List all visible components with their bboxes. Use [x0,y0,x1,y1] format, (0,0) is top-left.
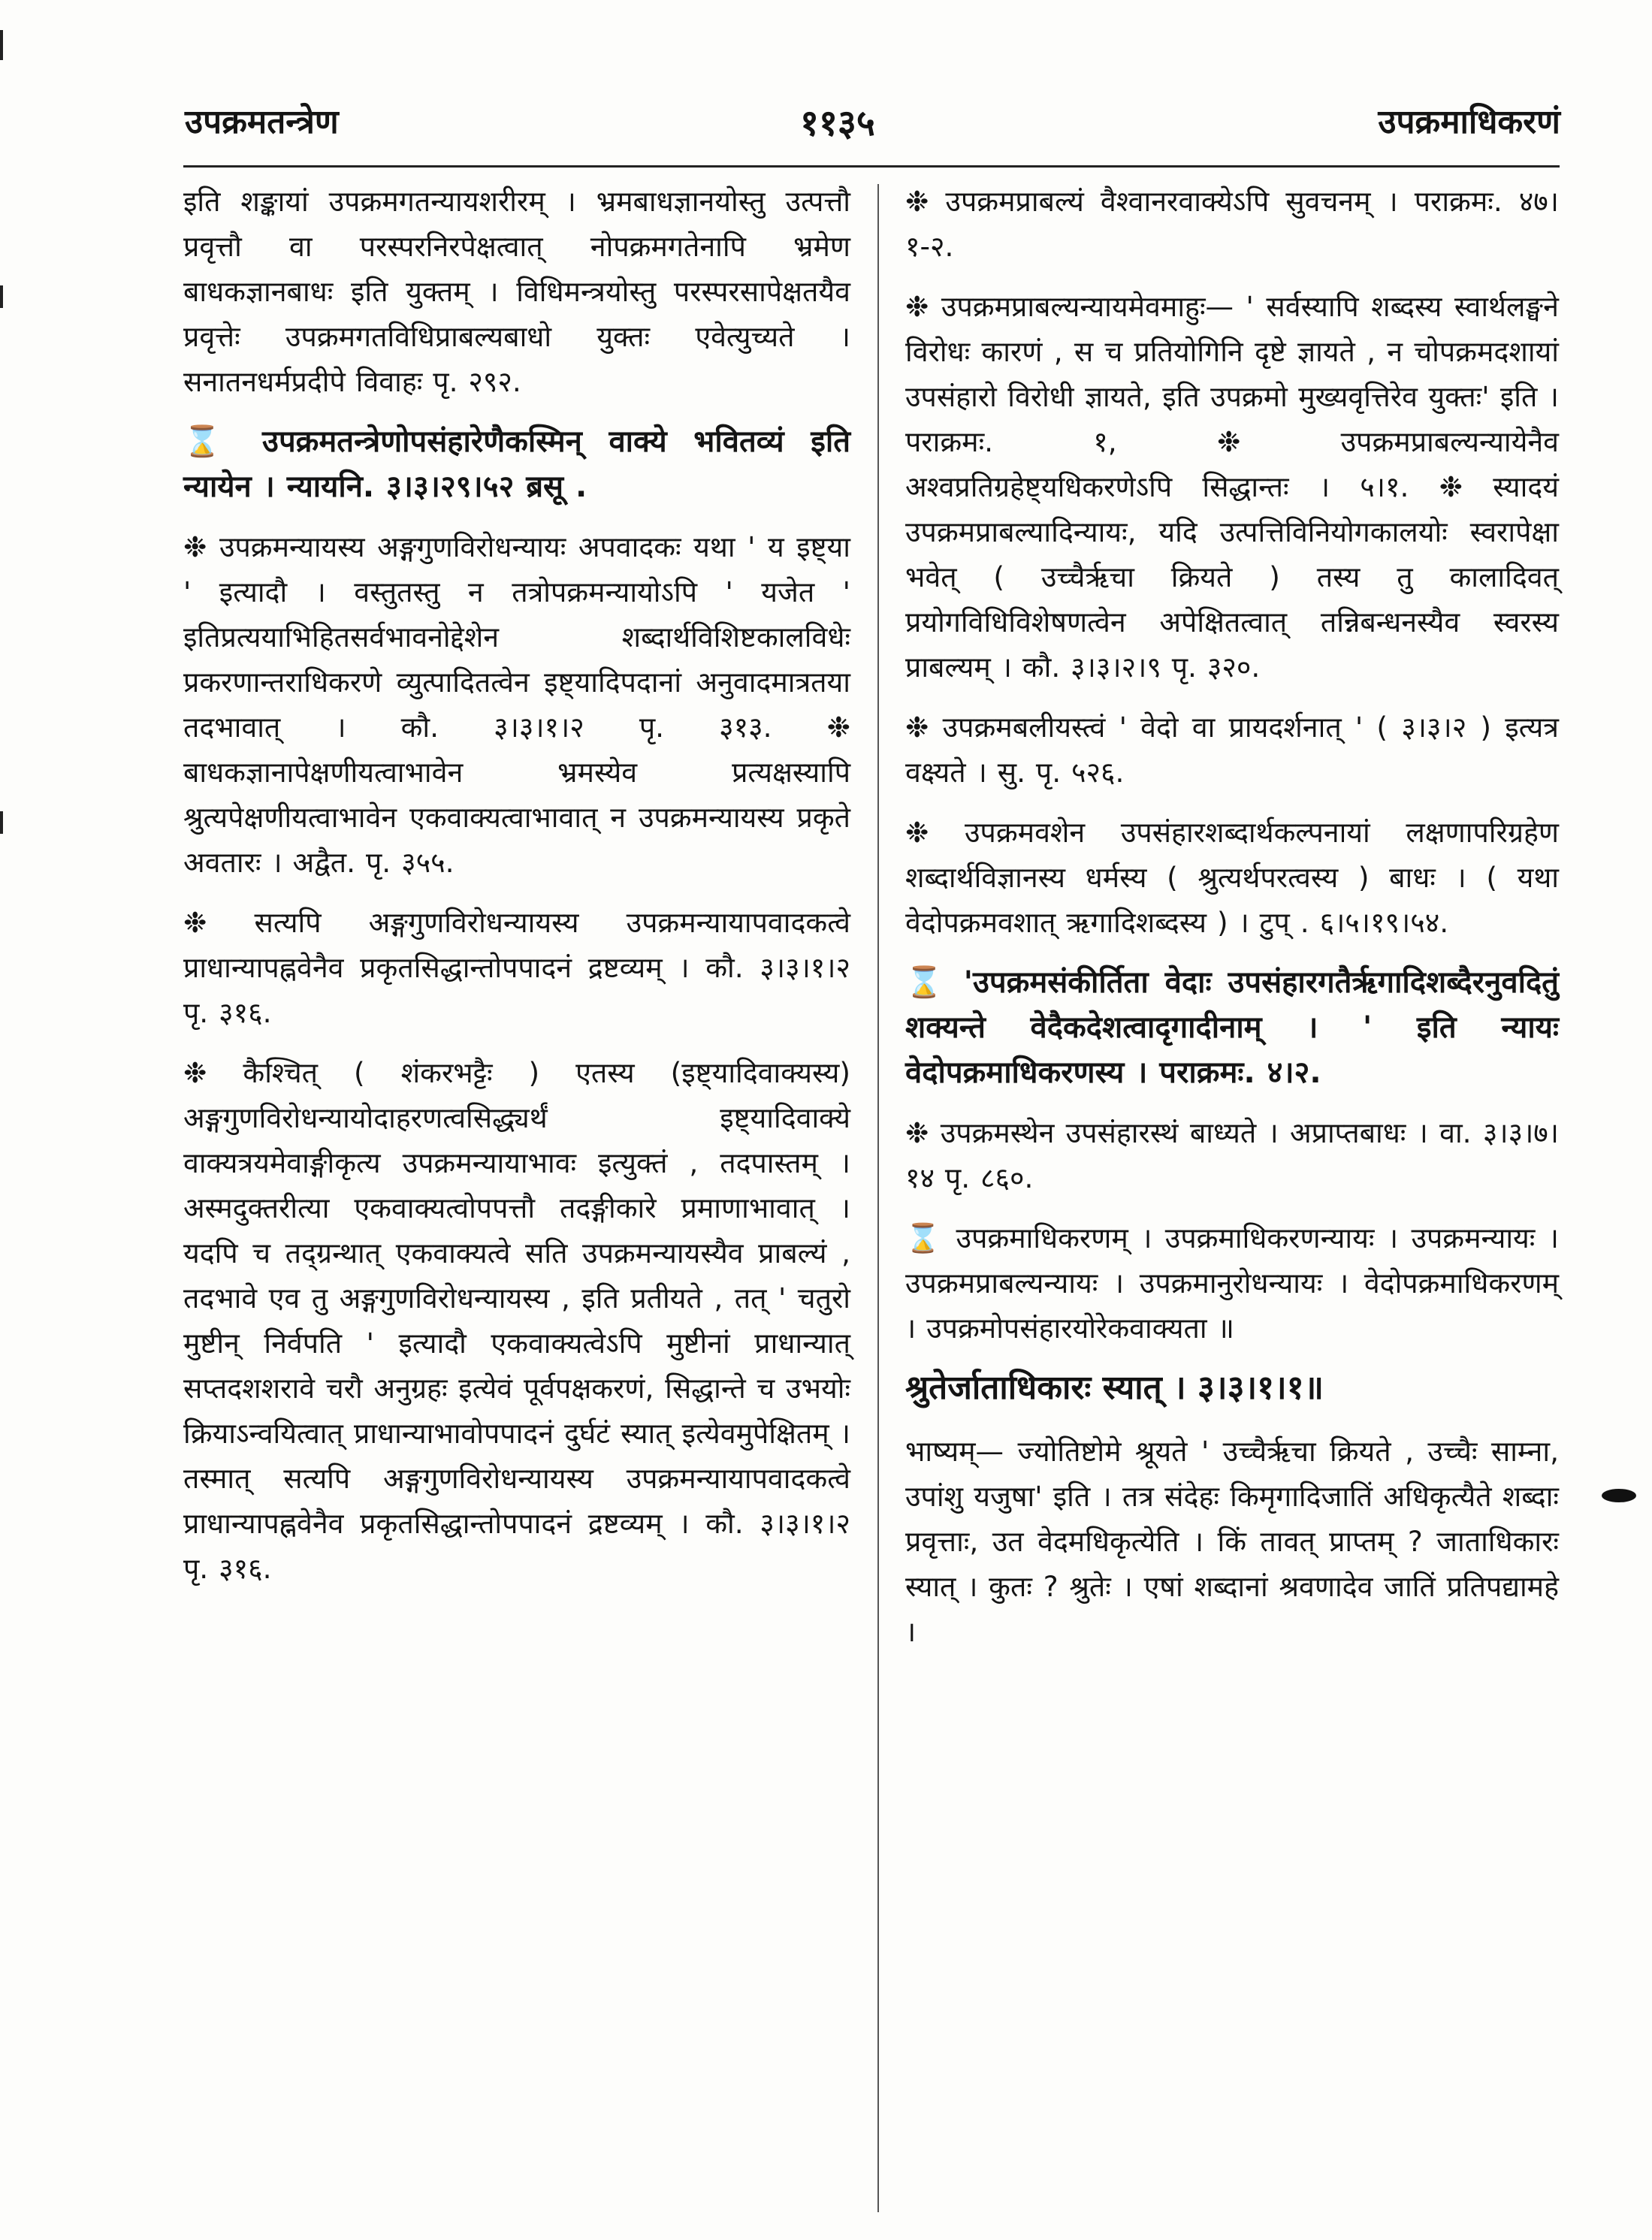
right-paragraph-4: ❉ उपक्रमवशेन उपसंहारशब्दार्थकल्पनायां लक्षणापरिग्रहेण शब्दार्थविज्ञानस्य धर्मस्य ( श्रुत्यर्थपरत्वस्य ) बाधः । ( यथा वेदोपक्रमवशात् ऋगादिशब्दस्य ) । टुप् . ६।५।१९।५४. [905,816,1559,939]
right-paragraph-2: ❉ उपक्रमप्राबल्यन्यायमेवमाहुः— ' सर्वस्यापि शब्दस्य स्वार्थलङ्घने विरोधः कारणं , स च प्रतियोगिनि दृष्टे ज्ञायते , न चोपक्रमदशायां उपसंहारो विरोधी ज्ञायते, इति उपक्रमो मुख्यवृत्तिरेव युक्तः' इति । पराक्रमः. १, ❉ उपक्रमप्राबल्यन्यायेनैव अश्वप्रतिग्रहेष्ट्यधिकरणेऽपि सिद्धान्तः । ५।१. ❉ स्यादयं उपक्रमप्राबल्यादिन्यायः, यदि उत्पत्तिविनियोगकालयोः स्वरापेक्षा भवेत् ( उच्चैर्ऋचा क्रियते ) तस्य तु कालादिवत् प्रयोगविधिविशेषणत्वेन अपेक्षितत्वात् तन्निबन्धनस्यैव स्वरस्य प्राबल्यम् । कौ. ३।३।२।९ पृ. ३२०. [905,290,1559,684]
right-paragraph-5: ⌛ 'उपक्रमसंकीर्तिता वेदाः उपसंहारगतैर्ऋगादिशब्दैरनुवदितुं शक्यन्ते वेदैकदेशत्वादृगादीनाम् । ' इति न्यायः वेदोपक्रमाधिकरणस्य । पराक्रमः. ४।२. [905,965,1559,1090]
right-column [905,179,1559,1669]
scan-edge-mark-top [0,30,3,60]
left-column [183,179,850,1606]
left-paragraph-2: ⌛ उपक्रमतन्त्रेणोपसंहारेणैकस्मिन् वाक्ये भवितव्यं इति न्यायेन । न्यायनि. ३।३।२९।५२ ब्रसू . [183,424,850,504]
left-paragraph-5: ❉ कैश्चित् ( शंकरभट्टैः ) एतस्य (इष्ट्यादिवाक्यस्य) अङ्गगुणविरोधन्यायोदाहरणत्वसिद्ध्यर्थं इष्ट्यादिवाक्ये वाक्यत्रयमेवाङ्गीकृत्य उपक्रमन्यायाभावः इत्युक्तं , तदपास्तम् । अस्मदुक्तरीत्या एकवाक्यत्वोपपत्तौ तदङ्गीकारे प्रमाणाभावात् । यदपि च तद्ग्रन्थात् एकवाक्यत्वे सति उपक्रमन्यायस्यैव प्राबल्यं , तदभावे एव तु अङ्गगुणविरोधन्यायस्य , इति प्रतीयते , तत् ' चतुरो मुष्टीन् निर्वपति ' इत्यादौ एकवाक्यत्वेऽपि मुष्टीनां प्राधान्यात् सप्तदशशरावे चरौ अनुग्रहः इत्येवं पूर्वपक्षकरणं, सिद्धान्ते च उभयोः क्रियाऽन्वयित्वात् प्राधान्याभावोपपादनं दुर्घटं स्यात् इत्येवमुपेक्षितम् । तस्मात् सत्यपि अङ्गगुणविरोधन्यायस्य उपक्रमन्यायापवादकत्वे प्राधान्यापह्नवेनैव प्रकृतसिद्धान्तोपपादनं द्रष्टव्यम् । कौ. ३।३।१।२ पृ. ३१६. [183,1056,850,1585]
running-header-left: उपक्रमतन्त्रेण [185,103,339,141]
left-paragraph-1: इति शङ्कायां उपक्रमगतन्यायशरीरम् । भ्रमबाधज्ञानयोस्तु उत्पत्तौ प्रवृत्तौ वा परस्परनिरपेक्षत्वात् नोपक्रमगतेनापि भ्रमेण बाधकज्ञानबाधः इति युक्तम् । विधिमन्त्रयोस्तु परस्परसापेक्षतयैव प्रवृत्तेः उपक्रमगतविधिप्राबल्यबाधो युक्तः एवेत्युच्यते । सनातनधर्मप्रदीपे विवाहः पृ. २९२. [183,185,850,398]
left-paragraph-4: ❉ सत्यपि अङ्गगुणविरोधन्यायस्य उपक्रमन्यायापवादकत्वे प्राधान्यापह्नवेनैव प्रकृतसिद्धान्तोपपादनं द्रष्टव्यम् । कौ. ३।३।१।२ पृ. ३१६. [183,906,850,1029]
right-paragraph-8: भाष्यम्— ज्योतिष्टोमे श्रूयते ' उच्चैर्ऋचा क्रियते , उच्चैः साम्ना, उपांशु यजुषा' इति । तत्र संदेहः किमृगादिजातिं अधिकृत्यैते शब्दाः प्रवृत्ताः, उत वेदमधिकृत्येति । किं तावत् प्राप्तम् ? जाताधिकारः स्यात् । कुतः ? श्रुतेः । एषां शब्दानां श्रवणादेव जातिं प्रतिपद्यामहे । [905,1435,1559,1648]
right-paragraph-6: ❉ उपक्रमस्थेन उपसंहारस्थं बाध्यते । अप्राप्तबाधः । वा. ३।३।७।१४ पृ. ८६०. [905,1116,1559,1194]
right-paragraph-3: ❉ उपक्रमबलीयस्त्वं ' वेदो वा प्रायदर्शनात् ' ( ३।३।२ ) इत्यत्र वक्ष्यते । सु. पृ. ५२६. [905,711,1559,789]
scan-edge-mark-mid [0,285,3,308]
header-rule [183,165,1560,168]
right-paragraph-1: ❉ उपक्रमप्राबल्यं वैश्वानरवाक्येऽपि सुवचनम् । पराक्रमः. ४७।१-२. [905,185,1559,263]
page-number: ११३५ [800,102,875,144]
right-paragraph-7: ⌛ उपक्रमाधिकरणम् । उपक्रमाधिकरणन्यायः । उपक्रमन्यायः । उपक्रमप्राबल्यन्यायः । उपक्रमानुरोधन्यायः । वेदोपक्रमाधिकरणम् । उपक्रमोपसंहारयोरेकवाक्यता ॥ [905,1221,1559,1345]
ink-blot [1602,1489,1636,1502]
column-divider [877,184,879,2212]
left-paragraph-3: ❉ उपक्रमन्यायस्य अङ्गगुणविरोधन्यायः अपवादकः यथा ' य इष्ट्या ' इत्यादौ । वस्तुतस्तु न तत्रोपक्रमन्यायोऽपि ' यजेत ' इतिप्रत्ययाभिहितसर्वभावनोद्देशेन शब्दार्थविशिष्टकालविधेः प्रकरणान्तराधिकरणे व्युत्पादितत्वेन इष्ट्यादिपदानां अनुवादमात्रतया तदभावात् । कौ. ३।३।१।२ पृ. ३१३. ❉ बाधकज्ञानापेक्षणीयत्वाभावेन भ्रमस्येव प्रत्यक्षस्यापि श्रुत्यपेक्षणीयत्वाभावेन एकवाक्यत्वाभावात् न उपक्रमन्यायस्य प्रकृते अवतारः । अद्वैत. पृ. ३५५. [183,530,850,879]
scan-edge-mark-low [0,811,3,834]
running-header-right: उपक्रमाधिकरणं [1378,103,1560,141]
section-heading: श्रुतेर्जाताधिकारः स्यात् । ३।३।१।१॥ [905,1369,1324,1407]
